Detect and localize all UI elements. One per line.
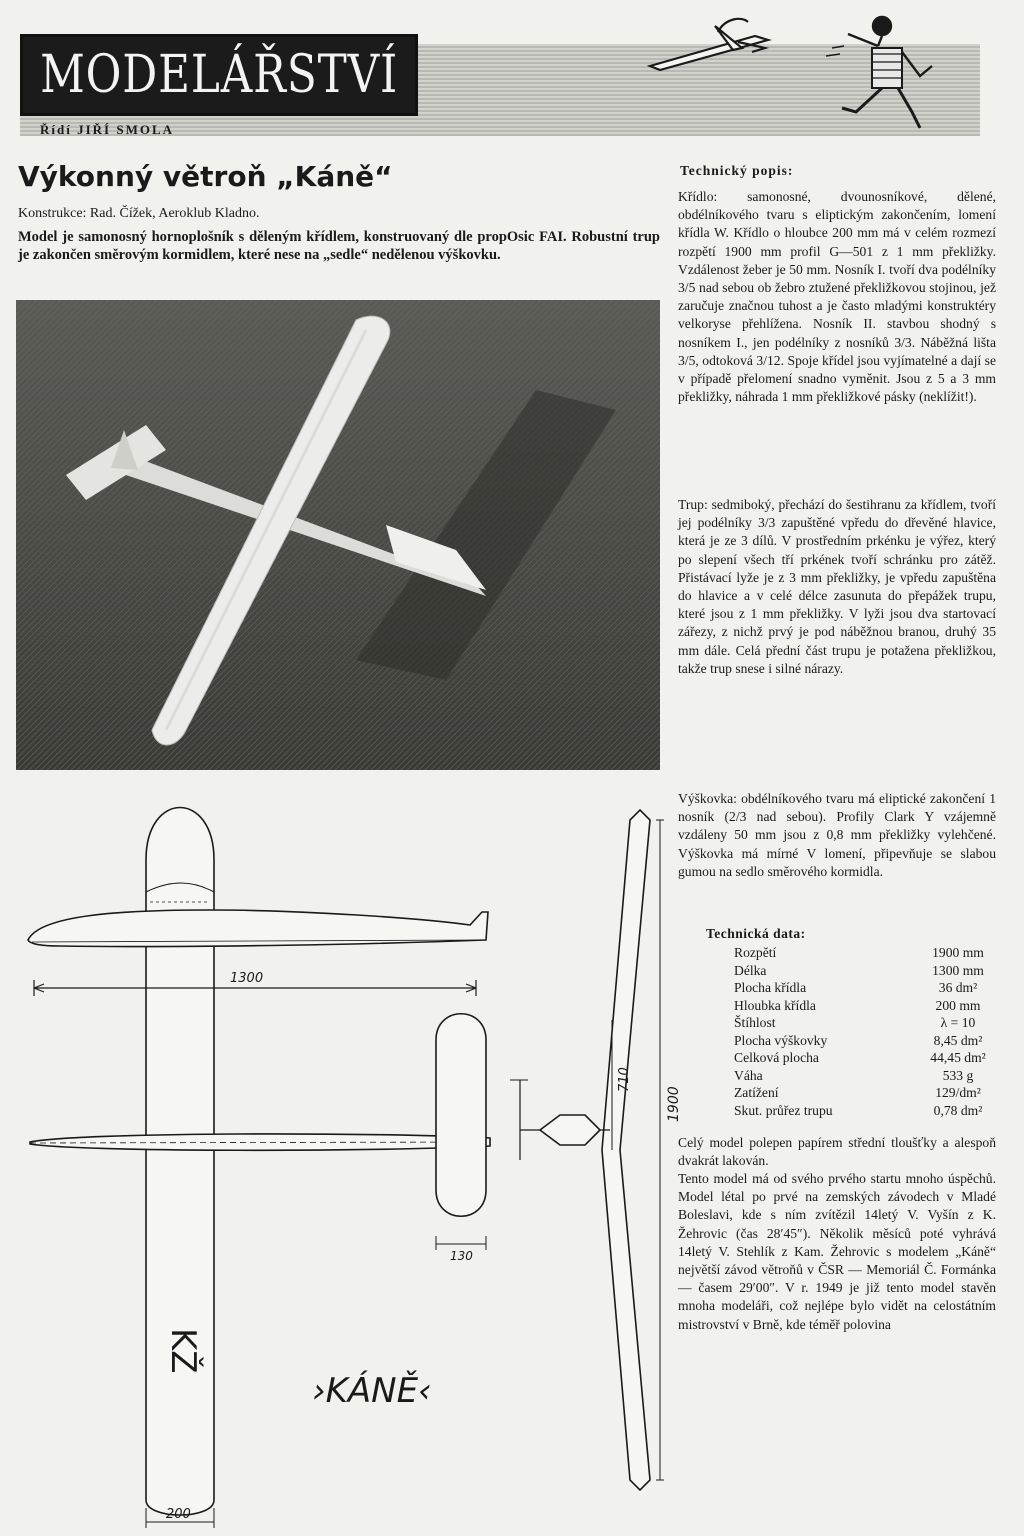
tech-data-heading: Technická data:	[706, 926, 806, 941]
tech-data-value: 44,45 dm²	[930, 1050, 986, 1065]
tech-data-label: Váha	[734, 1067, 763, 1083]
construction-credit: Konstrukce: Rad. Čížek, Aeroklub Kladno.	[18, 206, 260, 221]
tech-data-value: λ = 10	[940, 1015, 976, 1030]
tech-data-value: 129/dm²	[935, 1085, 981, 1100]
glider-sketch-icon	[650, 19, 768, 70]
tech-data-row	[734, 1084, 998, 1102]
tech-data-row	[734, 1014, 998, 1032]
tech-data-label: Plocha výškovky	[734, 1032, 828, 1048]
tech-data-row	[734, 997, 998, 1015]
tech-data-label: Plocha křídla	[734, 980, 807, 995]
tech-data-table	[734, 944, 998, 1119]
covering-note: Celý model polepen papírem střední tloušťky a alespoň dvakrát lakován.	[678, 1135, 996, 1169]
intro-paragraph: Model je samonosný hornoplošník s děleným křídlem, konstruovaný dle propOsic FAI. Robustní trup je zakončen směrovým kormidlem, které nese na „sedle“ nedělenou výškovku.	[18, 229, 660, 263]
tech-data-label: Hloubka křídla	[734, 997, 816, 1013]
tech-data-row	[734, 1102, 998, 1120]
tailplane-description: Výškovka: obdélníkového tvaru má eliptické zakončení 1 nosník (2/3 nad sebou). Profily Clark Y vzájemně vzdáleny 50 mm jsou z 0,8 mm překližky vylehčené. Výškovka má mírné V lomení, připevňuje se slabou gumou na sedlo směrového kormidla.	[678, 791, 996, 879]
masthead-box	[20, 34, 418, 116]
running-figure-icon	[826, 17, 932, 128]
tech-data-value: 1300 mm	[932, 962, 984, 978]
tech-data-value: 1900 mm	[932, 945, 984, 960]
tech-data-value: 36 dm²	[938, 980, 978, 995]
tech-data-value: 200 mm	[935, 997, 981, 1013]
tech-data-label: Délka	[734, 962, 767, 978]
model-name-label: ›KÁNĚ‹	[312, 1371, 432, 1411]
tailplane-planform	[436, 1014, 486, 1217]
tech-data-label: Celková plocha	[734, 1050, 819, 1065]
tech-data-row	[734, 962, 998, 980]
history-paragraph: Tento model má od svého prvého startu mnoho úspěchů. Model létal po prvé na zemských závodech v Mladé Boleslavi, kde s ním zvítězil 14letý V. Vyšín z K. Žehrovic (čas 28′45″). Několik měsíců poté vyhrává 14letý V. Stehlík z Kam. Žehrovic s modelem „Káně“ největší závod větroňů v ČSR — Memoriál Č. Formánka — časem 29′00″. V r. 1949 je již tento model stavěn mnoha modeláři, což nejlépe bylo vidět na celostátním mistrovství v Brně, kde téměř polovina	[678, 1171, 996, 1332]
glider-photo	[16, 300, 660, 770]
tech-data-row	[734, 1032, 998, 1050]
front-span-drawing	[500, 790, 690, 1510]
tech-data-value: 0,78 dm²	[933, 1102, 983, 1118]
tech-data-row	[734, 1067, 998, 1085]
tech-data-label: Rozpětí	[734, 945, 777, 960]
tech-data-row	[734, 979, 998, 997]
half-span-dimension: 710	[617, 1067, 632, 1092]
wing-front-view	[602, 810, 650, 1490]
article-title: Výkonný větroň „Káně“	[18, 160, 393, 193]
span-dimension: 1900	[666, 1086, 682, 1122]
tech-data-label: Zatížení	[734, 1085, 779, 1100]
tech-data-label: Skut. průřez trupu	[734, 1102, 833, 1118]
length-dimension-label: 1300	[230, 971, 264, 986]
tech-data-value: 8,45 dm²	[933, 1032, 983, 1048]
fuselage-description: Trup: sedmiboký, přechází do šestihranu za křídlem, tvoří jej podélníky 3/3 zapuštěné vpředu do dřevěné hlavice, která je ze 3 dílů. V prostředním prkénku je výřez, který po slepení všech tří prkének tvoří schránku pro zátěž. Přistávací lyže je z 3 mm překližky, je vpředu zapuštěna do hlavice a v celé délce zasunuta do přepážek trupu, které jsou z 1 mm překližky. V lyži jsou dva startovací zářezy, z nichž prvý je pod náběžnou branou, druhý 35 mm dále. Celá přední část trupu je potažena překližkou, takže trup snese i silné nárazy.	[678, 497, 996, 676]
tech-data-row	[734, 944, 998, 962]
tail-dimension-label: 130	[450, 1249, 473, 1263]
technical-heading: Technický popis:	[680, 163, 794, 178]
wing-marking: KŽ	[163, 1328, 203, 1374]
tech-data-row	[734, 1049, 998, 1067]
chord-dimension-label: 200	[166, 1507, 191, 1522]
tech-data-label: Štíhlost	[734, 1015, 776, 1030]
masthead: MODELÁŘSTVÍ	[40, 45, 398, 105]
editor-line: Řídí JIŘÍ SMOLA	[40, 122, 175, 137]
header-illustration	[620, 4, 1000, 132]
wing-description: Křídlo: samonosné, dvounosníkové, dělené, obdélníkového tvaru s eliptickým zakončením, lomení křídla W. Křídlo o hloubce 200 mm má v celém rozmezí rozpětí 1900 mm profil G—501 z 1 mm překližky. Vzdálenost žeber je 50 mm. Nosník I. tvoří dva podélníky 3/5 nad sebou ob žebro ztužené překližkovou stojinou, jež zaručuje značnou tuhost a je často mladými konstruktéry velkoryse přehlížena. Nosník II. stavbou shodný s nosníkem I., jen podélníky z nosníků 3/3. Náběžná lišta 3/5, odtoková 3/12. Spoje křídel jsou vyjímatelné a dají se v případě přelomení snadno vyměnit. Jsou z 5 a 3 mm překližky, náhrada 1 mm překližkové pásky (neklížit!).	[678, 189, 996, 405]
tech-data-value: 533 g	[942, 1067, 974, 1083]
